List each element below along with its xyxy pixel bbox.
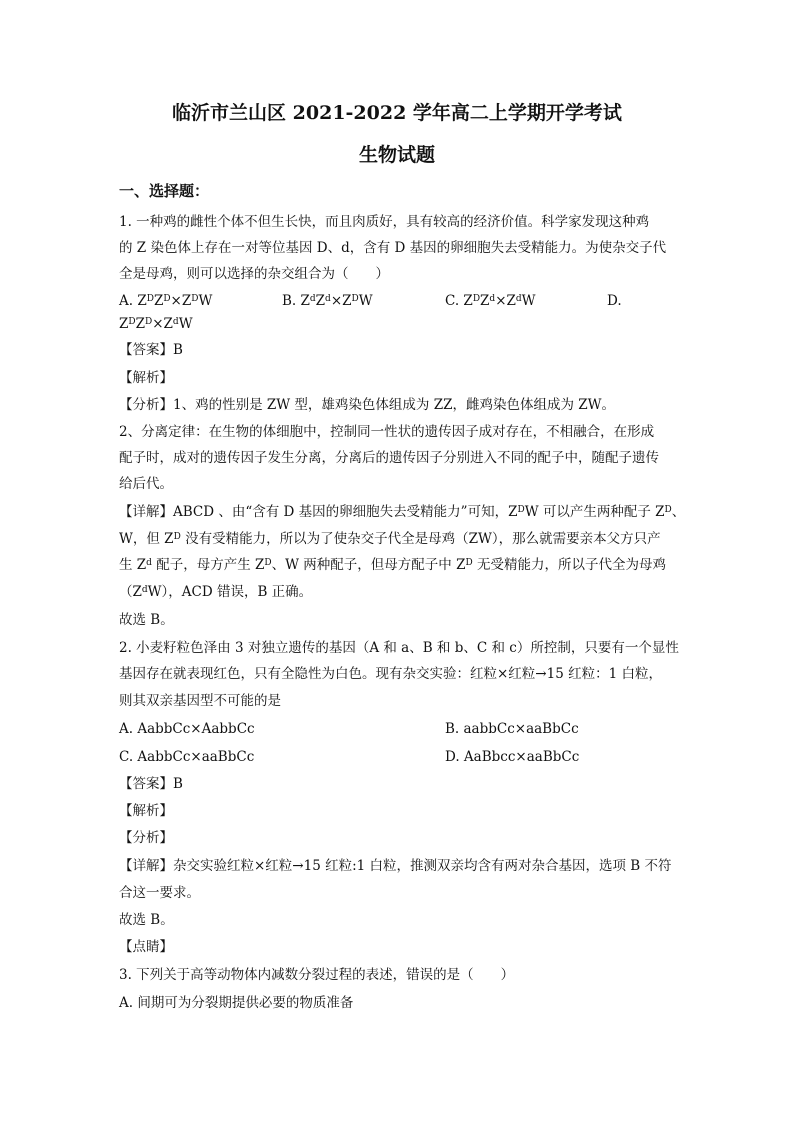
q1-option-d-value: $Z^DZ^D\times Z^dW$ (119, 316, 193, 332)
q1-stem-line3: 全是母鸡，则可以选择的杂交组合为（ ） (119, 266, 389, 282)
q1-stem-line2: 的 Z 染色体上存在一对等位基因 D、d，含有 D 基因的卵细胞失去受精能力。为使杂交子代 (119, 240, 667, 256)
q1-stem-line1: 1. 一种鸡的雌性个体不但生长快，而且肉质好，具有较高的经济价值。科学家发现这种鸡 (119, 214, 650, 230)
q1-fenxi-line1: 【分析】1、鸡的性别是 ZW 型，雄鸡染色体组成为 ZZ，雌鸡染色体组成为 ZW。 (119, 397, 616, 413)
q1-conclusion: 故选 B。 (119, 612, 174, 628)
q1-answer: 【答案】B (119, 342, 183, 358)
q1-detail-line3: 生 $Z^d$ 配子，母方产生 $Z^D$、W 两种配子，但母方配子中 $Z^D$ 无受精能力，所以子代全为母鸡 (119, 557, 666, 573)
q1-option-a: A. $Z^DZ^D\times Z^DW$ (119, 293, 213, 309)
q3-option-a: A. 间期可为分裂期提供必要的物质准备 (119, 995, 354, 1011)
q2-detail-line2: 合这一要求。 (119, 885, 200, 901)
q2-analysis-heading: 【解析】 (119, 803, 173, 819)
page-subtitle: 生物试题 (358, 144, 435, 166)
q2-option-b: B. aabbCc×aaBbCc (445, 721, 579, 737)
q2-option-c: C. AabbCc×aaBbCc (119, 749, 255, 765)
section-heading: 一、选择题： (119, 182, 210, 200)
q2-stem-line2: 基因存在就表现红色，只有全隐性为白色。现有杂交实验：红粒×红粒→15 红粒：1 白粒， (119, 666, 662, 682)
q2-conclusion: 故选 B。 (119, 912, 174, 928)
q2-option-d: D. AaBbcc×aaBbCc (445, 749, 580, 765)
q1-option-c: C. $Z^DZ^d\times Z^dW$ (445, 293, 536, 309)
q1-detail-line1: 【详解】ABCD 、由“含有 D 基因的卵细胞失去受精能力”可知，$Z^DW$ 可以产生两种配子 $Z^D$、 (119, 504, 686, 520)
q2-stem-line3: 则其双亲基因型不可能的是 (119, 693, 281, 709)
q1-fenxi-line3: 配子时，成对的遗传因子发生分离，分离后的遗传因子分别进入不同的配子中，随配子遗传 (119, 450, 659, 466)
q1-detail-line2: W，但 $Z^D$ 没有受精能力，所以为了使杂交子代全是母鸡（ZW），那么就需要亲本父方只产 (119, 531, 661, 547)
q2-answer: 【答案】B (119, 776, 183, 792)
q2-dianjing-heading: 【点睛】 (119, 939, 173, 955)
q1-fenxi-line4: 给后代。 (119, 476, 173, 492)
q1-detail-line4: $(Z^dW)$，ACD 错误，B 正确。 (119, 584, 313, 600)
q1-option-d-label: D. (607, 293, 622, 309)
page-title: 临沂市兰山区 2021-2022 学年高二上学期开学考试 (172, 102, 622, 124)
q1-option-b: B. $Z^dZ^d\times Z^DW$ (282, 293, 373, 309)
q1-analysis-heading: 【解析】 (119, 370, 173, 386)
q2-detail-line1: 【详解】杂交实验红粒×红粒→15 红粒:1 白粒，推测双亲均含有两对杂合基因，选项 B 不符 (119, 858, 672, 874)
q1-fenxi-line2: 2、分离定律：在生物的体细胞中，控制同一性状的遗传因子成对存在，不相融合，在形成 (119, 424, 655, 440)
q3-stem-line1: 3. 下列关于高等动物体内减数分裂过程的表述，错误的是（ ） (119, 967, 515, 983)
q2-option-a: A. AabbCc×AabbCc (119, 721, 255, 737)
q2-fenxi-heading: 【分析】 (119, 830, 173, 846)
q2-stem-line1: 2. 小麦籽粒色泽由 3 对独立遗传的基因（A 和 a、B 和 b、C 和 c）所控制，只要有一个显性 (119, 640, 679, 656)
